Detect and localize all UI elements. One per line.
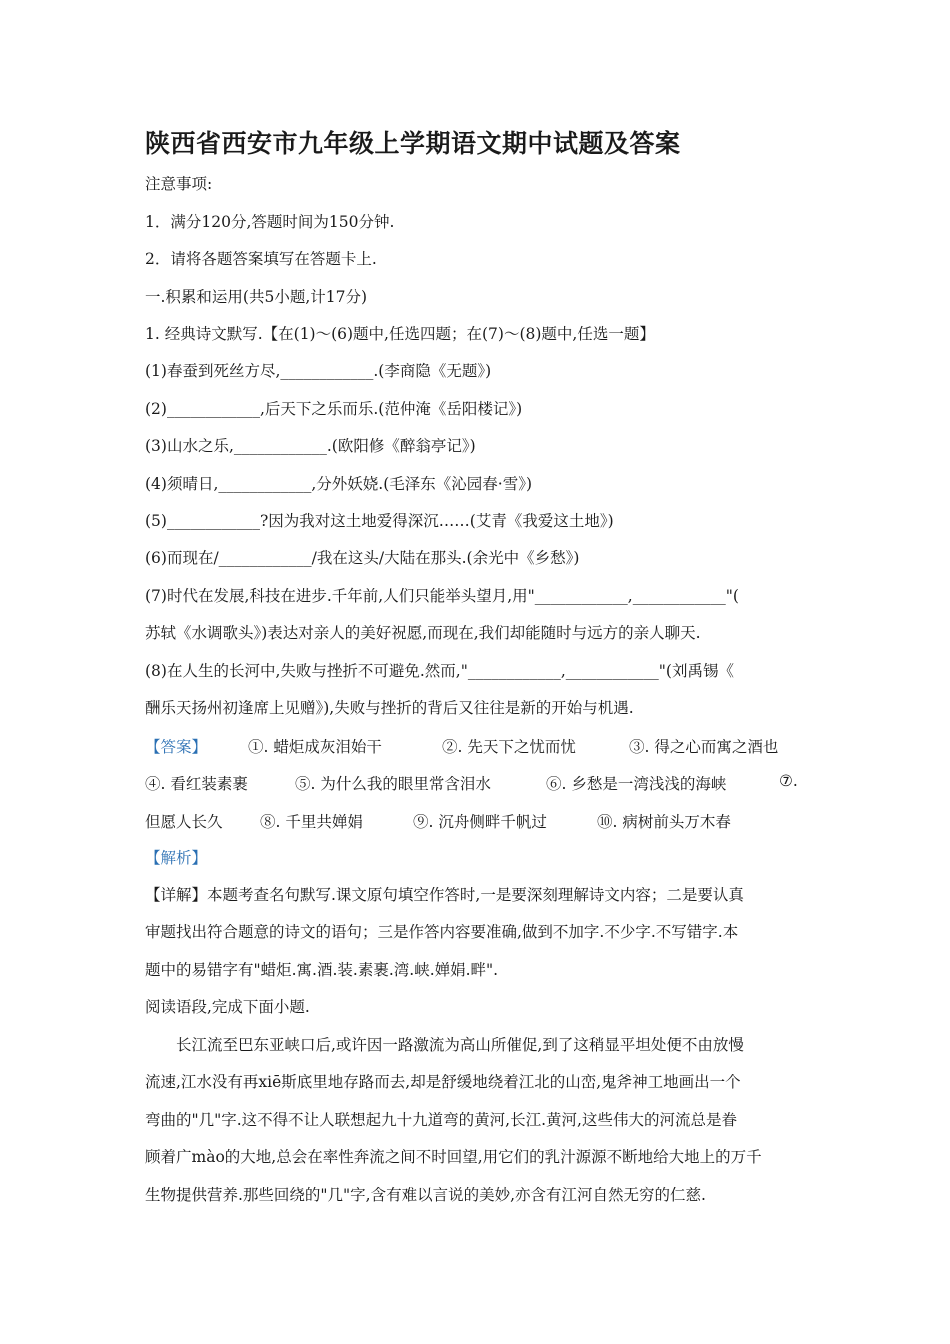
answer-item: ⑤. 为什么我的眼里常含泪水: [295, 775, 491, 793]
answer-item: ④. 看红装素裹: [145, 775, 248, 793]
answer-item: ⑦.: [779, 772, 798, 790]
analysis-line: 审题找出符合题意的诗文的语句；三是作答内容要准确,做到不加字.不少字.不写错字.本: [145, 923, 739, 941]
question-item: (8)在人生的长河中,失败与挫折不可避免.然而,"____________,____________"(刘禹锡《: [145, 662, 734, 680]
notice-heading: 注意事项:: [145, 175, 213, 193]
passage-line: 弯曲的"几"字.这不得不让人联想起九十九道弯的黄河,长江.黄河,这些伟大的河流总是眷: [145, 1111, 737, 1129]
passage-line: 顾着广mào的大地,总会在率性奔流之间不时回望,用它们的乳汁源源不断地给大地上的万千: [145, 1148, 762, 1166]
answer-item: ①. 蜡炬成灰泪始干: [248, 738, 382, 756]
answer-item: ③. 得之心而寓之酒也: [629, 738, 779, 756]
answer-tag: 【答案】: [145, 738, 208, 756]
answer-item: ⑧. 千里共婵娟: [260, 813, 363, 831]
analysis-line: 题中的易错字有"蜡炬.寓.酒.装.素裹.湾.峡.婵娟.畔".: [145, 961, 499, 979]
analysis-line: 【详解】本题考查名句默写.课文原句填空作答时,一是要深刻理解诗文内容；二是要认真: [145, 886, 744, 904]
passage-line: 流速,江水没有再xiē斯底里地存路而去,却是舒缓地绕着江北的山峦,鬼斧神工地画出一个: [145, 1073, 741, 1091]
notice-item: 2．请将各题答案填写在答题卡上.: [145, 250, 377, 268]
question-item: (6)而现在/____________/我在这头/大陆在那头.(余光中《乡愁》): [145, 549, 580, 567]
question-item: (7)时代在发展,科技在进步.千年前,人们只能举头望月,用"____________,____________"(: [145, 587, 739, 605]
question-item: (3)山水之乐,____________.(欧阳修《醉翁亭记》): [145, 437, 476, 455]
answer-item: ⑨. 沉舟侧畔千帆过: [413, 813, 547, 831]
analysis-tag: 【解析】: [145, 849, 208, 867]
passage-line: 长江流至巴东亚峡口后,或许因一路激流为高山所催促,到了这稍显平坦处便不由放慢: [176, 1036, 744, 1054]
answer-item: ②. 先天下之忧而忧: [442, 738, 576, 756]
question-stem: 1. 经典诗文默写.【在(1)～(6)题中,任选四题；在(7)～(8)题中,任选一题】: [145, 325, 655, 343]
question-item: (4)须晴日,____________,分外妖娆.(毛泽东《沁园春·雪》): [145, 475, 533, 493]
question-item: (1)春蚕到死丝方尽,____________.(李商隐《无题》): [145, 362, 492, 380]
question-item: 苏轼《水调歌头》)表达对亲人的美好祝愿,而现在,我们却能随时与远方的亲人聊天.: [145, 624, 701, 642]
question-item: 酬乐天扬州初逢席上见赠》),失败与挫折的背后又往往是新的开始与机遇.: [145, 699, 634, 717]
document-title: 陕西省西安市九年级上学期语文期中试题及答案: [145, 129, 681, 158]
answer-item: ⑩. 病树前头万木春: [597, 813, 731, 831]
answer-item: 但愿人长久: [145, 813, 223, 831]
answer-item: ⑥. 乡愁是一湾浅浅的海峡: [546, 775, 727, 793]
section-title: 一.积累和运用(共5小题,计17分): [145, 288, 368, 306]
question-item: (2)____________,后天下之乐而乐.(范仲淹《岳阳楼记》): [145, 400, 523, 418]
passage-line: 生物提供营养.那些回绕的"几"字,含有难以言说的美妙,亦含有江河自然无穷的仁慈.: [145, 1186, 706, 1204]
reading-instruction: 阅读语段,完成下面小题.: [145, 998, 310, 1016]
notice-item: 1．满分120分,答题时间为150分钟.: [145, 213, 395, 231]
question-item: (5)____________?因为我对这土地爱得深沉……(艾青《我爱这土地》): [145, 512, 614, 530]
